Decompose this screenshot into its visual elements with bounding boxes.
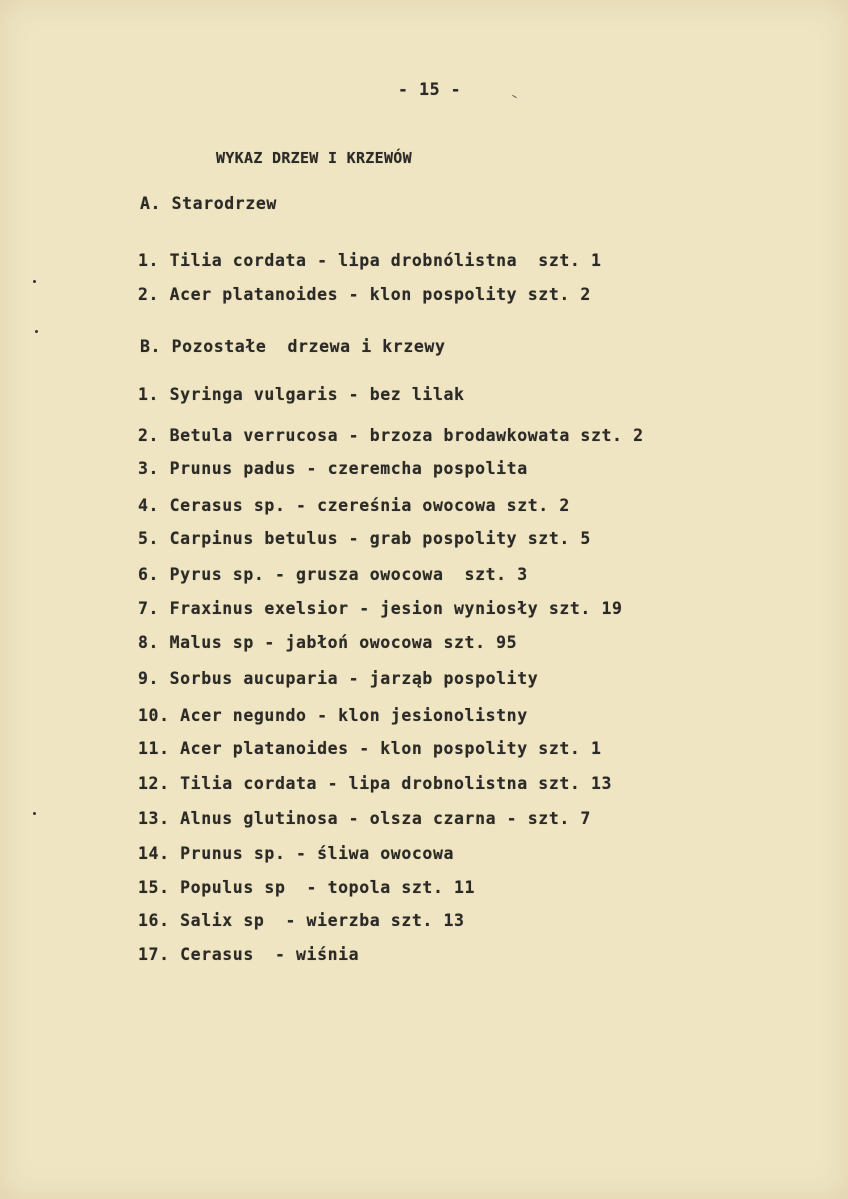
list-item: 13. Alnus glutinosa - olsza czarna - szt. 7 <box>138 809 591 828</box>
list-item: 17. Cerasus - wiśnia <box>138 945 360 964</box>
page-number: - 15 - <box>398 80 462 99</box>
list-item: 9. Sorbus aucuparia - jarząb pospolity <box>138 669 539 688</box>
list-item: 15. Populus sp - topola szt. 11 <box>138 878 476 897</box>
list-item: 2. Acer platanoides - klon pospolity szt. 2 <box>138 285 591 304</box>
list-item: 1. Tilia cordata - lipa drobnólistna szt. 1 <box>138 251 602 270</box>
list-item: 8. Malus sp - jabłoń owocowa szt. 95 <box>138 633 518 652</box>
list-item: 4. Cerasus sp. - czereśnia owocowa szt. 2 <box>138 496 570 515</box>
list-item: 5. Carpinus betulus - grab pospolity szt. 5 <box>138 529 591 548</box>
margin-mark <box>33 280 36 283</box>
section-a-title: A. Starodrzew <box>140 194 277 213</box>
list-item: 12. Tilia cordata - lipa drobnolistna szt. 13 <box>138 774 613 793</box>
list-item: 2. Betula verrucosa - brzoza brodawkowata szt. 2 <box>138 426 644 445</box>
list-item: 7. Fraxinus exelsior - jesion wyniosły szt. 19 <box>138 599 623 618</box>
margin-mark <box>35 330 38 333</box>
list-item: 3. Prunus padus - czeremcha pospolita <box>138 459 528 478</box>
list-item: 6. Pyrus sp. - grusza owocowa szt. 3 <box>138 565 528 584</box>
margin-mark <box>33 812 36 815</box>
section-b-title: B. Pozostałe drzewa i krzewy <box>140 337 446 356</box>
stray-mark <box>512 95 517 98</box>
list-item: 10. Acer negundo - klon jesionolistny <box>138 706 528 725</box>
document-heading: WYKAZ DRZEW I KRZEWÓW <box>216 149 412 167</box>
list-item: 1. Syringa vulgaris - bez lilak <box>138 385 465 404</box>
list-item: 16. Salix sp - wierzba szt. 13 <box>138 911 465 930</box>
list-item: 11. Acer platanoides - klon pospolity szt. 1 <box>138 739 602 758</box>
list-item: 14. Prunus sp. - śliwa owocowa <box>138 844 455 863</box>
